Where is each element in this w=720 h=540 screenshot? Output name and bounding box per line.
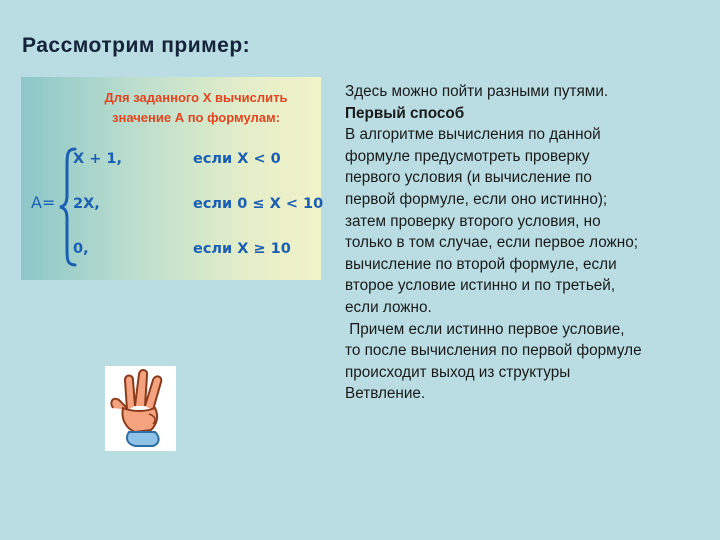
explanation-line: то после вычисления по первой формуле [345,342,642,360]
explanation-line: Первый способ [345,104,465,122]
case-2-condition: если 0 ≤ X < 10 [193,196,324,212]
explanation-line: В алгоритме вычисления по данной [345,126,601,144]
hand-three-fingers-icon [105,366,176,451]
hand-illustration [105,366,176,451]
explanation-line: если ложно. [345,298,432,316]
formula-heading-line-1: Для заданного Х вычислить [104,90,288,105]
explanation-line: Здесь можно пойти разными путями. [345,83,609,100]
explanation-line: Причем если истинно первое условие, [345,320,625,338]
case-3-condition: если X ≥ 10 [193,241,291,257]
explanation-line: первой формуле, если оно истинно); [345,190,608,208]
formula-card [21,77,324,280]
case-3-expression: 0, [73,241,89,257]
explanation-text [345,81,717,405]
explanation-line: формуле предусмотреть проверку [345,147,590,165]
case-1-expression: X + 1, [73,151,123,167]
case-2-expression: 2X, [73,196,100,212]
explanation-line: затем проверку второго условия, но [345,212,601,230]
explanation-line: второе условие истинно и по третьей, [345,277,616,295]
explanation-line: первого условия (и вычисление по [345,169,592,187]
formula-lhs: A= [31,193,56,212]
formula-heading [81,88,311,128]
explanation-line: происходит выход из структуры [345,363,571,381]
explanation-line: Ветвление. [345,385,426,403]
slide-title: Рассмотрим пример: [22,34,251,57]
explanation-line: только в том случае, если первое ложно; [345,234,638,252]
case-1-condition: если X < 0 [193,151,281,167]
formula-heading-line-2: значение А по формулам: [112,110,280,125]
explanation-line: вычисление по второй формуле, если [345,255,617,273]
